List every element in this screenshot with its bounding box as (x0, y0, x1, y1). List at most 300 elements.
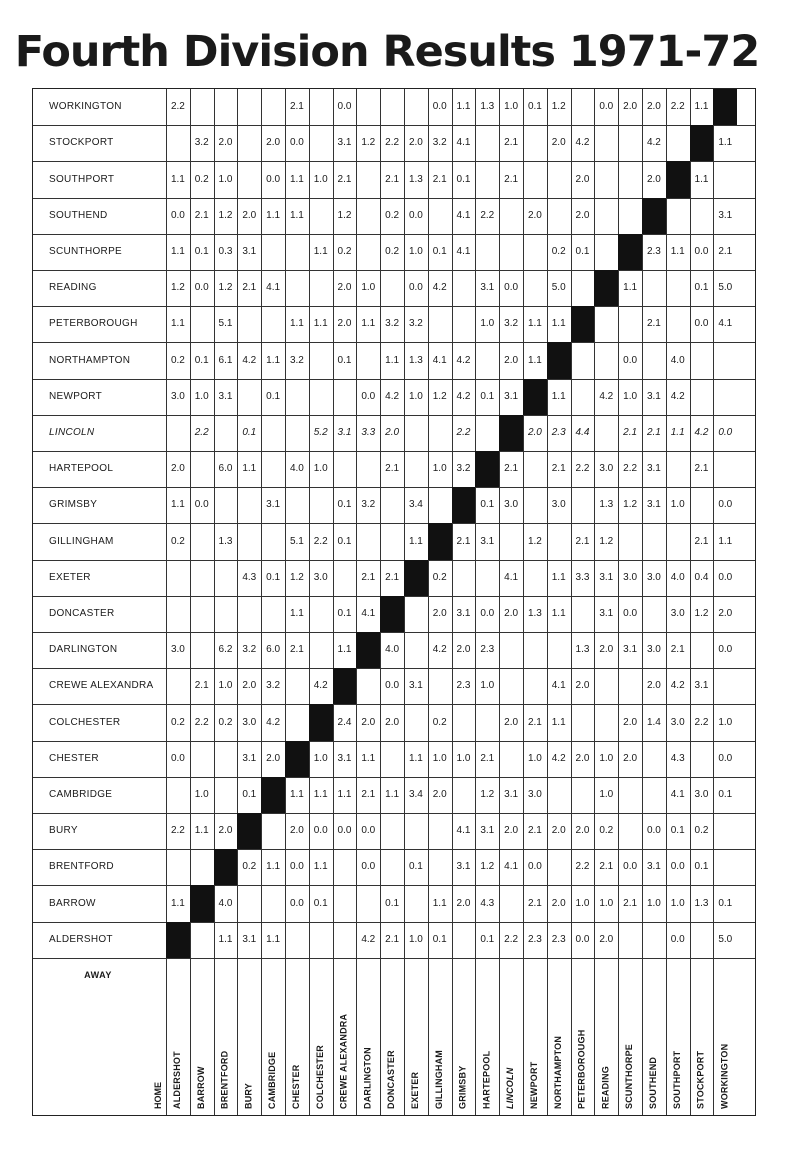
score-cell: 0.1 (194, 354, 209, 366)
score-cell: 3.3 (361, 426, 376, 438)
column-divider (166, 89, 167, 1115)
column-team-label: CAMBRIDGE (267, 1051, 278, 1109)
score-cell: 1.1 (313, 245, 328, 257)
score-cell: 4.1 (266, 282, 281, 294)
score-cell: 1.0 (575, 897, 590, 909)
column-team-label: HARTEPOOL (481, 1050, 492, 1109)
score-cell: 2.0 (504, 354, 519, 366)
score-cell: 4.0 (218, 897, 233, 909)
score-cell: 0.0 (694, 318, 709, 330)
score-cell: 3.1 (456, 607, 471, 619)
score-cell: 4.1 (670, 788, 685, 800)
score-cell: 4.1 (456, 209, 471, 221)
row-divider (33, 560, 755, 561)
score-cell: 0.2 (432, 571, 447, 583)
score-cell: 2.3 (527, 933, 542, 945)
score-cell: 1.2 (599, 535, 614, 547)
diagonal-block (523, 379, 547, 415)
score-cell: 1.1 (266, 354, 281, 366)
score-cell: 2.0 (575, 825, 590, 837)
score-cell: 2.1 (242, 282, 257, 294)
score-cell: 0.0 (361, 825, 376, 837)
score-cell: 2.0 (527, 209, 542, 221)
score-cell: 1.2 (361, 137, 376, 149)
score-cell: 2.3 (480, 644, 495, 656)
score-cell: 4.2 (313, 680, 328, 692)
column-team-label: BRENTFORD (219, 1050, 230, 1109)
score-cell: 1.0 (623, 390, 638, 402)
score-cell: 1.0 (313, 173, 328, 185)
score-cell: 3.2 (266, 680, 281, 692)
score-cell: 3.4 (408, 499, 423, 511)
score-cell: 0.0 (385, 680, 400, 692)
score-cell: 2.0 (218, 825, 233, 837)
score-cell: 1.3 (408, 173, 423, 185)
diagonal-block (380, 596, 404, 632)
score-cell: 1.1 (623, 282, 638, 294)
row-team-label: PETERBOROUGH (49, 318, 138, 330)
row-team-label: BRENTFORD (49, 861, 114, 873)
diagonal-block (618, 234, 642, 270)
column-team-label: SCUNTHORPE (624, 1043, 635, 1109)
score-cell: 2.2 (623, 463, 638, 475)
diagonal-block (499, 415, 523, 451)
score-cell: 2.2 (385, 137, 400, 149)
score-cell: 0.1 (337, 499, 352, 511)
score-cell: 4.3 (480, 897, 495, 909)
score-cell: 3.1 (504, 390, 519, 402)
row-divider (33, 415, 755, 416)
score-cell: 2.1 (289, 644, 304, 656)
row-team-label: STOCKPORT (49, 137, 114, 149)
score-cell: 0.1 (456, 173, 471, 185)
score-cell: 0.2 (599, 825, 614, 837)
score-cell: 1.0 (408, 390, 423, 402)
row-team-label: GILLINGHAM (49, 535, 114, 547)
score-cell: 3.2 (194, 137, 209, 149)
score-cell: 5.0 (718, 282, 733, 294)
score-cell: 3.2 (456, 463, 471, 475)
score-cell: 4.1 (456, 825, 471, 837)
score-cell: 5.0 (718, 933, 733, 945)
score-cell: 1.0 (646, 897, 661, 909)
score-cell: 0.1 (718, 788, 733, 800)
row-divider (33, 270, 755, 271)
score-cell: 6.1 (218, 354, 233, 366)
score-cell: 0.1 (432, 245, 447, 257)
column-divider (690, 89, 691, 1115)
score-cell: 3.1 (242, 752, 257, 764)
score-cell: 0.2 (385, 245, 400, 257)
score-cell: 2.0 (551, 825, 566, 837)
score-cell: 1.1 (313, 318, 328, 330)
score-cell: 3.1 (646, 499, 661, 511)
column-team-label: PETERBOROUGH (576, 1029, 587, 1109)
score-cell: 1.0 (408, 933, 423, 945)
row-team-label: SCUNTHORPE (49, 245, 123, 257)
score-cell: 0.2 (170, 535, 185, 547)
score-cell: 2.1 (527, 716, 542, 728)
score-cell: 4.2 (361, 933, 376, 945)
score-cell: 2.0 (242, 680, 257, 692)
score-cell: 0.1 (337, 354, 352, 366)
column-divider (571, 89, 572, 1115)
score-cell: 2.0 (504, 825, 519, 837)
column-team-label: EXETER (410, 1071, 420, 1109)
score-cell: 1.1 (266, 861, 281, 873)
score-cell: 2.1 (527, 897, 542, 909)
score-cell: 0.2 (385, 209, 400, 221)
score-cell: 3.0 (170, 644, 185, 656)
score-cell: 2.1 (670, 644, 685, 656)
score-cell: 2.0 (456, 897, 471, 909)
score-cell: 4.0 (385, 644, 400, 656)
score-cell: 2.1 (289, 101, 304, 113)
score-cell: 3.1 (599, 571, 614, 583)
score-cell: 1.1 (218, 933, 233, 945)
score-cell: 3.0 (670, 607, 685, 619)
score-cell: 0.0 (313, 825, 328, 837)
score-cell: 1.1 (337, 644, 352, 656)
score-cell: 0.1 (313, 897, 328, 909)
score-cell: 4.2 (432, 282, 447, 294)
score-cell: 2.0 (266, 752, 281, 764)
column-divider (214, 89, 215, 1115)
score-cell: 4.2 (266, 716, 281, 728)
column-divider (594, 89, 595, 1115)
score-cell: 0.0 (170, 209, 185, 221)
score-cell: 2.0 (623, 752, 638, 764)
score-cell: 2.1 (194, 209, 209, 221)
row-divider (33, 234, 755, 235)
score-cell: 2.1 (337, 173, 352, 185)
score-cell: 2.1 (385, 463, 400, 475)
score-cell: 0.2 (242, 861, 257, 873)
score-cell: 1.1 (313, 861, 328, 873)
score-cell: 2.1 (504, 137, 519, 149)
score-cell: 3.1 (694, 680, 709, 692)
score-cell: 2.0 (504, 716, 519, 728)
score-cell: 2.0 (170, 463, 185, 475)
row-divider (33, 922, 755, 923)
score-cell: 3.2 (289, 354, 304, 366)
score-cell: 6.0 (218, 463, 233, 475)
diagonal-block (214, 849, 238, 885)
score-cell: 4.2 (242, 354, 257, 366)
score-cell: 0.1 (337, 535, 352, 547)
score-cell: 3.2 (504, 318, 519, 330)
score-cell: 3.0 (551, 499, 566, 511)
column-divider (356, 89, 357, 1115)
column-team-label: BURY (243, 1083, 254, 1109)
score-cell: 0.0 (361, 390, 376, 402)
score-cell: 2.0 (599, 644, 614, 656)
score-cell: 0.4 (694, 571, 709, 583)
score-cell: 3.1 (408, 680, 423, 692)
diagonal-block (190, 885, 214, 921)
row-divider (33, 958, 755, 959)
score-cell: 2.0 (337, 318, 352, 330)
score-cell: 1.1 (385, 354, 400, 366)
score-cell: 1.2 (623, 499, 638, 511)
diagonal-block (594, 270, 618, 306)
score-cell: 1.0 (480, 680, 495, 692)
score-cell: 1.2 (480, 788, 495, 800)
score-cell: 1.0 (218, 680, 233, 692)
column-team-label: ALDERSHOT (172, 1051, 182, 1109)
score-cell: 1.1 (527, 318, 542, 330)
row-divider (33, 125, 755, 126)
score-cell: 0.0 (623, 607, 638, 619)
score-cell: 3.1 (337, 752, 352, 764)
column-divider (452, 89, 453, 1115)
score-cell: 4.4 (575, 426, 590, 438)
score-cell: 3.1 (337, 137, 352, 149)
diagonal-block (261, 777, 285, 813)
score-cell: 2.0 (527, 426, 542, 438)
score-cell: 2.2 (170, 825, 185, 837)
score-cell: 3.2 (408, 318, 423, 330)
column-divider (523, 89, 524, 1115)
column-divider (428, 89, 429, 1115)
score-cell: 3.1 (718, 209, 733, 221)
score-cell: 1.1 (194, 825, 209, 837)
score-cell: 1.1 (694, 173, 709, 185)
score-cell: 0.0 (194, 282, 209, 294)
score-cell: 2.0 (289, 825, 304, 837)
column-team-label: NORTHAMPTON (552, 1035, 563, 1109)
score-cell: 0.1 (432, 933, 447, 945)
score-cell: 1.1 (289, 788, 304, 800)
row-divider (33, 306, 755, 307)
score-cell: 1.0 (432, 752, 447, 764)
score-cell: 4.1 (456, 245, 471, 257)
score-cell: 1.0 (480, 318, 495, 330)
row-team-label: ALDERSHOT (49, 933, 113, 945)
row-team-label: BURY (49, 825, 78, 837)
score-cell: 0.2 (170, 354, 185, 366)
score-cell: 0.0 (623, 861, 638, 873)
score-cell: 1.0 (361, 282, 376, 294)
row-divider (33, 813, 755, 814)
score-cell: 0.1 (337, 607, 352, 619)
score-cell: 0.0 (337, 825, 352, 837)
score-cell: 1.0 (313, 752, 328, 764)
row-team-label: SOUTHEND (49, 209, 108, 221)
score-cell: 2.2 (480, 209, 495, 221)
score-cell: 2.1 (385, 933, 400, 945)
row-team-label: SOUTHPORT (49, 173, 115, 185)
row-team-label: READING (49, 282, 97, 294)
score-cell: 2.2 (194, 716, 209, 728)
score-cell: 2.1 (504, 463, 519, 475)
score-cell: 2.1 (718, 245, 733, 257)
score-cell: 1.0 (599, 752, 614, 764)
score-cell: 0.0 (361, 861, 376, 873)
score-cell: 0.0 (266, 173, 281, 185)
row-team-label: EXETER (49, 571, 91, 583)
score-cell: 2.0 (432, 788, 447, 800)
score-cell: 2.3 (646, 245, 661, 257)
column-team-label: DONCASTER (386, 1050, 397, 1109)
score-cell: 2.3 (551, 933, 566, 945)
score-cell: 1.0 (408, 245, 423, 257)
diagonal-block (690, 125, 714, 161)
score-cell: 0.0 (718, 644, 733, 656)
row-team-label: COLCHESTER (49, 716, 121, 728)
score-cell: 3.1 (218, 390, 233, 402)
column-team-label: SOUTHPORT (671, 1050, 682, 1109)
score-cell: 1.3 (480, 101, 495, 113)
score-cell: 3.0 (170, 390, 185, 402)
score-cell: 2.2 (313, 535, 328, 547)
score-cell: 0.1 (266, 571, 281, 583)
score-cell: 0.1 (670, 825, 685, 837)
score-cell: 2.0 (623, 716, 638, 728)
score-cell: 1.0 (218, 173, 233, 185)
column-team-label: WORKINGTON (719, 1043, 730, 1109)
score-cell: 1.1 (670, 426, 685, 438)
score-cell: 3.1 (337, 426, 352, 438)
score-cell: 2.0 (718, 607, 733, 619)
column-team-label: CHESTER (291, 1064, 301, 1109)
score-cell: 3.1 (599, 607, 614, 619)
score-cell: 1.0 (456, 752, 471, 764)
score-cell: 0.0 (670, 861, 685, 873)
score-cell: 0.0 (337, 101, 352, 113)
score-cell: 3.1 (480, 535, 495, 547)
score-cell: 1.1 (408, 535, 423, 547)
score-cell: 3.1 (646, 463, 661, 475)
column-divider (261, 89, 262, 1115)
score-cell: 0.0 (194, 499, 209, 511)
diagonal-block (166, 922, 190, 958)
score-cell: 1.1 (313, 788, 328, 800)
row-team-label: LINCOLN (49, 426, 95, 438)
row-team-label: NEWPORT (49, 390, 103, 402)
score-cell: 2.2 (575, 463, 590, 475)
score-cell: 2.2 (170, 101, 185, 113)
score-cell: 3.0 (242, 716, 257, 728)
score-cell: 3.0 (504, 499, 519, 511)
column-team-label: LINCOLN (505, 1067, 516, 1109)
score-cell: 2.0 (361, 716, 376, 728)
score-cell: 5.0 (551, 282, 566, 294)
score-cell: 1.1 (551, 318, 566, 330)
score-cell: 1.1 (670, 245, 685, 257)
score-cell: 2.1 (194, 680, 209, 692)
score-cell: 0.0 (170, 752, 185, 764)
score-cell: 0.0 (432, 101, 447, 113)
score-cell: 3.0 (623, 571, 638, 583)
score-cell: 0.0 (646, 825, 661, 837)
score-cell: 1.1 (289, 318, 304, 330)
score-cell: 2.1 (646, 318, 661, 330)
score-cell: 1.1 (361, 318, 376, 330)
column-divider (285, 89, 286, 1115)
score-cell: 2.1 (480, 752, 495, 764)
row-divider (33, 741, 755, 742)
score-cell: 1.2 (432, 390, 447, 402)
score-cell: 4.2 (670, 680, 685, 692)
score-cell: 0.1 (194, 245, 209, 257)
column-divider (666, 89, 667, 1115)
score-cell: 0.0 (408, 209, 423, 221)
score-cell: 2.1 (456, 535, 471, 547)
score-cell: 3.1 (242, 245, 257, 257)
score-cell: 3.0 (527, 788, 542, 800)
score-cell: 0.0 (694, 245, 709, 257)
score-cell: 2.0 (266, 137, 281, 149)
score-cell: 2.0 (575, 752, 590, 764)
score-cell: 4.0 (289, 463, 304, 475)
score-cell: 1.1 (456, 101, 471, 113)
score-cell: 1.0 (194, 390, 209, 402)
score-cell: 1.2 (551, 101, 566, 113)
score-cell: 0.0 (670, 933, 685, 945)
score-cell: 3.0 (313, 571, 328, 583)
score-cell: 0.1 (480, 933, 495, 945)
score-cell: 2.1 (385, 173, 400, 185)
row-team-label: NORTHAMPTON (49, 354, 131, 366)
score-cell: 0.2 (694, 825, 709, 837)
score-cell: 1.0 (599, 897, 614, 909)
score-cell: 2.4 (337, 716, 352, 728)
score-cell: 2.1 (504, 173, 519, 185)
column-divider (333, 89, 334, 1115)
row-divider (33, 487, 755, 488)
score-cell: 2.0 (504, 607, 519, 619)
column-divider (499, 89, 500, 1115)
score-cell: 0.2 (194, 173, 209, 185)
score-cell: 1.1 (551, 607, 566, 619)
diagonal-block (452, 487, 476, 523)
score-cell: 1.1 (170, 245, 185, 257)
score-cell: 0.0 (527, 861, 542, 873)
score-cell: 1.3 (408, 354, 423, 366)
row-divider (33, 849, 755, 850)
score-cell: 0.1 (266, 390, 281, 402)
score-cell: 1.4 (646, 716, 661, 728)
score-cell: 1.3 (575, 644, 590, 656)
score-cell: 3.0 (646, 571, 661, 583)
score-cell: 0.0 (599, 101, 614, 113)
score-cell: 2.2 (575, 861, 590, 873)
column-team-label: COLCHESTER (314, 1044, 325, 1109)
score-cell: 2.0 (575, 209, 590, 221)
score-cell: 1.2 (527, 535, 542, 547)
score-cell: 4.2 (599, 390, 614, 402)
score-cell: 1.0 (432, 463, 447, 475)
diagonal-block (571, 306, 595, 342)
score-cell: 2.0 (646, 680, 661, 692)
column-team-label: STOCKPORT (695, 1050, 706, 1109)
score-cell: 1.2 (218, 209, 233, 221)
row-team-label: CREWE ALEXANDRA (49, 680, 154, 692)
score-cell: 2.1 (551, 463, 566, 475)
column-team-label: GRIMSBY (457, 1065, 468, 1109)
score-cell: 4.2 (456, 354, 471, 366)
score-cell: 1.1 (551, 716, 566, 728)
score-cell: 2.1 (385, 571, 400, 583)
score-cell: 0.2 (218, 716, 233, 728)
score-cell: 2.2 (694, 716, 709, 728)
score-cell: 1.1 (408, 752, 423, 764)
score-cell: 2.1 (646, 426, 661, 438)
score-cell: 6.2 (218, 644, 233, 656)
score-cell: 1.1 (289, 607, 304, 619)
row-team-label: CHESTER (49, 752, 99, 764)
